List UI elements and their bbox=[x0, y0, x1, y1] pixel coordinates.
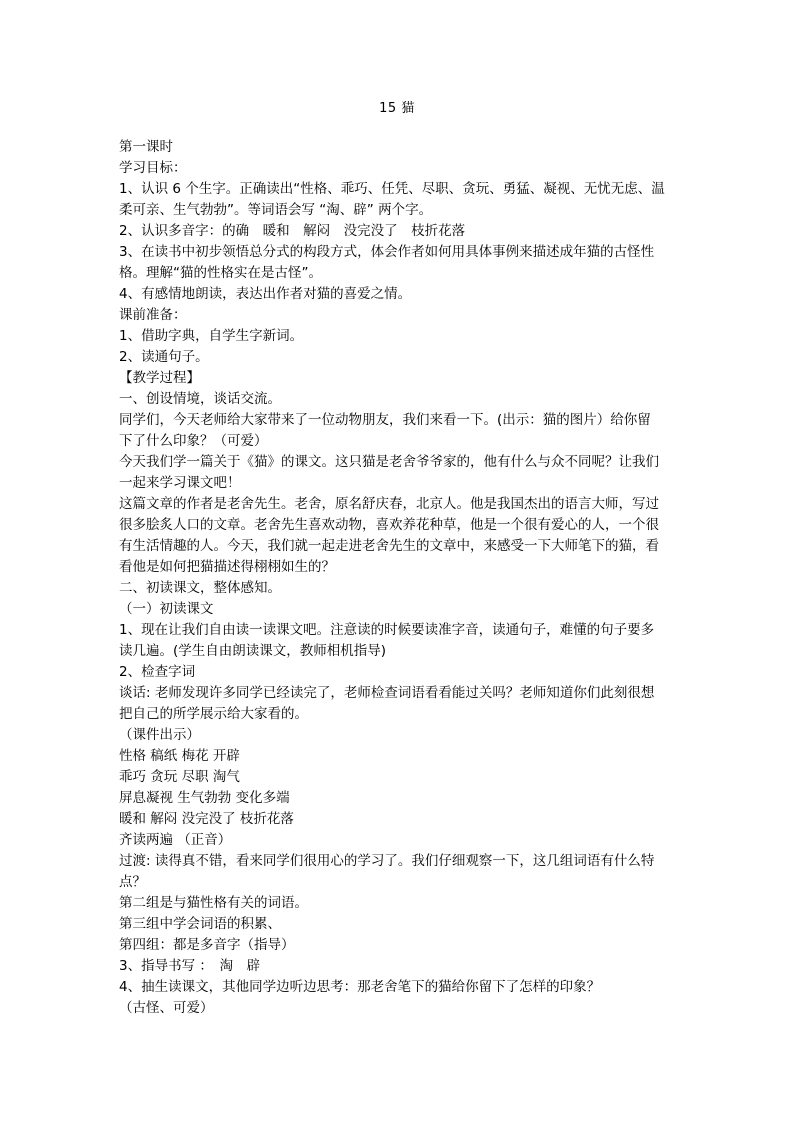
text-line: 把自己的所学展示给大家看的。 bbox=[119, 706, 308, 722]
text-line: 乖巧 贪玩 尽职 淘气 bbox=[119, 769, 240, 785]
text-line: 2、读通句子。 bbox=[119, 349, 209, 365]
text-line: 今天我们学一篇关于《猫》的课文。这只猫是老舍爷爷家的，他有什么与众不同呢？让我们 bbox=[119, 454, 659, 470]
text-line: 很多脍炙人口的文章。老舍先生喜欢动物，喜欢养花种草，他是一个很有爱心的人，一个很 bbox=[119, 517, 659, 533]
text-line: 学习目标： bbox=[119, 160, 187, 176]
text-line: 4、抽生读课文，其他同学边听边思考：那老舍笔下的猫给你留下了怎样的印象？ bbox=[119, 979, 601, 995]
text-line: 第三组中学会词语的积累、 bbox=[119, 916, 281, 932]
text-line: 一、创设情境，谈话交流。 bbox=[119, 391, 281, 407]
text-line: 1、现在让我们自由读一读课文吧。注意读的时候要读准字音，读通句子，难懂的句子要多 bbox=[119, 622, 655, 638]
text-line: 读几遍。(学生自由朗读课文，教师相机指导) bbox=[119, 643, 387, 659]
text-line: 二、初读课文，整体感知。 bbox=[119, 580, 281, 596]
text-line: （一）初读课文 bbox=[119, 601, 214, 617]
document-title: 15 猫 bbox=[379, 101, 415, 116]
text-line: 下了什么印象？（可爱） bbox=[119, 433, 268, 449]
text-line: 1、认识 6 个生字。正确读出“性格、乖巧、任凭、尽职、贪玩、勇猛、凝视、无忧无虑、温 bbox=[119, 181, 665, 197]
text-line: 1、借助字典，自学生字新词。 bbox=[119, 328, 304, 344]
text-line: 点？ bbox=[119, 874, 146, 890]
text-line: （课件出示） bbox=[119, 727, 200, 743]
text-line: 3、指导书写 ： 淘 辟 bbox=[119, 958, 261, 974]
text-line: 齐读两遍 （正音） bbox=[119, 832, 232, 848]
text-line: 这篇文章的作者是老舍先生。老舍，原名舒庆春，北京人。他是我国杰出的语言大师，写过 bbox=[119, 496, 659, 512]
document-body bbox=[119, 137, 681, 1019]
text-line: （古怪、可爱） bbox=[119, 1000, 214, 1016]
text-line: 3、在读书中初步领悟总分式的构段方式，体会作者如何用具体事例来描述成年猫的古怪性 bbox=[119, 244, 655, 260]
text-line: 柔可亲、生气勃勃”。等词语会写 “淘、辟” 两个字。 bbox=[119, 202, 433, 218]
text-line: 2、认识多音字：的确 暖和 解闷 没完没了 枝折花落 bbox=[119, 223, 466, 239]
text-line: 暖和 解闷 没完没了 枝折花落 bbox=[119, 811, 294, 827]
text-line: 课前准备： bbox=[119, 307, 187, 323]
text-line: 屏息凝视 生气勃勃 变化多端 bbox=[119, 790, 290, 806]
text-line: 有生活情趣的人。今天，我们就一起走进老舍先生的文章中，来感受一下大师笔下的猫，看 bbox=[119, 538, 659, 554]
text-line: 格。理解“猫的性格实在是古怪”。 bbox=[119, 265, 322, 281]
text-line: 性格 稿纸 梅花 开辟 bbox=[119, 748, 240, 764]
text-line: 第二组是与猫性格有关的词语。 bbox=[119, 895, 308, 911]
text-line: 一起来学习课文吧！ bbox=[119, 475, 241, 491]
text-line: 第一课时 bbox=[119, 139, 173, 155]
text-line: 第四组：都是多音字（指导） bbox=[119, 937, 295, 953]
text-line: 过渡: 读得真不错，看来同学们很用心的学习了。我们仔细观察一下，这几组词语有什么特 bbox=[119, 853, 655, 869]
text-line: 看他是如何把猫描述得栩栩如生的？ bbox=[119, 559, 335, 575]
text-line: 2、检查字词 bbox=[119, 664, 196, 680]
text-line: 同学们，今天老师给大家带来了一位动物朋友，我们来看一下。(出示：猫的图片）给你留 bbox=[119, 412, 651, 428]
text-line: 【教学过程】 bbox=[119, 370, 200, 386]
text-line: 4、有感情地朗读，表达出作者对猫的喜爱之情。 bbox=[119, 286, 412, 302]
text-line: 谈话: 老师发现许多同学已经读完了，老师检查词语看看能过关吗？老师知道你们此刻很想 bbox=[119, 685, 655, 701]
